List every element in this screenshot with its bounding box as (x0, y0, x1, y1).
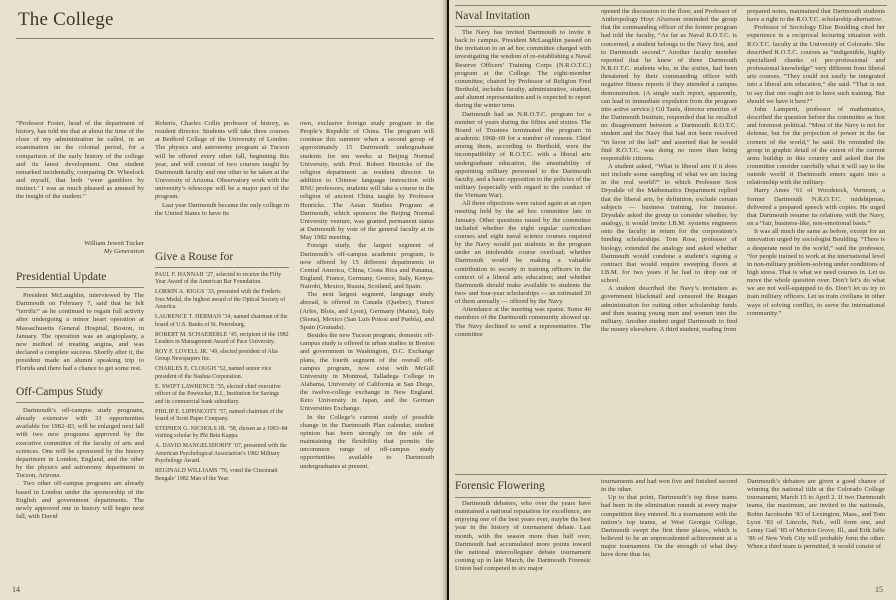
presidential-body: President McLaughlin, interviewed by The Dartmouth on February 7, said that he felt “terrific” as he continued to regain full activity after undergoing a minor heart operation at Massachusetts General Hospital, Boston, in January. The operation was an angioplasty, a new method of treating angina, and was declared a complete success. Shortly after it, the president made an alumni speaking trip to Florida and there had a chance to get some rest. (16, 292, 144, 373)
offcampus-continued: Roberts, Charles Collis professor of history, as resident director. Students will take three courses at Bedford College of the University of London. The physics and astronomy program at Tucson will be offered every other fall, beginning this year, and will consist of two courses taught by Dartmouth faculty and one other to be taken at the University of Arizona. Observatory work with the university’s telescope will be a major part of the program. Last year Dartmouth became the only college in the United States to have its (155, 120, 289, 217)
list-item: CHARLES E. CLOUGH ’52, named senior vice president of the Nashua Corporation. (155, 366, 272, 380)
list-item: LORRIN A. RIGGS ’33, presented with the Frederic Ives Medal, the highest award of the Optical Society of America. (155, 289, 286, 311)
list-item: A. DAVID MANGELSDORFF ’67, presented with the American Psychological Association’s 1982 Military Psychology Award. (155, 443, 287, 465)
naval-heading: Naval Invitation (455, 10, 531, 22)
forensic-top-rule (455, 474, 887, 475)
naval-col2: opened the discussion to the floor, and Professor of Anthropology Hoyt Alverson reminded the group that the commanding officer of the former program had told the faculty, “As far as Naval R.O.T.C. is concerned, a student belongs to the Navy first, and to Dartmouth second.” Another faculty member reported that he knew of three Dartmouth N.R.O.T.C. students who, in the sixties, had been threatened by their commanding officer with negative fitness reports if they attended a campus demonstration. (A single such report, apparently, can lead to immediate expulsion from the program into active service.) Gil Tanis, director emeritus of the Dartmouth Institute, responded that he recalled no disagreement between a Dartmouth R.O.T.C. student and the Navy that had not been resolved “in favor of the lad” and asserted that he would find R.O.T.C. was doing no more than being responsible citizens. A student asked, “What is liberal arts if it does not include some sampling of what we are facing in the real world?” to which Professor Scot Drysdale of the Mathematics Department replied that the liberal arts, by definition, exclude certain subjects — business training, for instance. Drysdale asked the group to consider whether, by analogy, it would invite I.B.M. systems engineers onto the faculty in return for the corporation’s funding scholarships. Tom Ross, professor of biology, extended the analogy and asked whether Dartmouth would condone a student’s signing a contract that would require sweeping floors at I.B.M. for two years if he had to drop out of school. A student described the Navy’s invitation as government blackmail and censured the Reagan administration for cutting other scholarship funds and then teasing young men and women into the military. Another student urged Dartmouth to find the money elsewhere. A third student, reading from (601, 8, 737, 334)
top-rule (455, 5, 887, 6)
naval-rule (455, 26, 591, 27)
list-item: STEPHEN G. NICHOLS JR. ’58, chosen as a 1983–84 visiting scholar by Phi Beta Kappa. (155, 426, 288, 440)
list-item: REGINALD WILLIAMS ’76, voted the Cincinnati Bengals’ 1982 Man of the Year. (155, 468, 278, 482)
forensic-col3: Dartmouth’s debaters are given a good chance of winning the national title at the Colorado College tournament, March 15 to April 2. If two Dartmouth teams, the maximum, are invited to the nationals, Robin Jacobsohn ’83 of Lexington, Mass., and Tom Lyon ’83 of Lincoln, Neb., will form one, and Lenny Gail ’85 of Morton Grove, Ill., and Erik Jaffe ’86 of New York City will probably form the other. When a third team is permitted, it would consist of (747, 478, 885, 551)
title-rule (16, 38, 434, 39)
rouse-rule (155, 267, 289, 268)
quote-text: “Professor Foster, head of the department of history, has told me that at about the time of the close of my administration he called, in an examination on the colonial period, for a comparison of the early history of the college and its latest development. One student remarked incidentally, comparing Dr. Wheelock and myself, that both ‘were gamblers by instinct.’ I was as much pleased as amused by the insight of the student.” (16, 120, 144, 201)
list-item: ROY F. LOVELL JR. ’49, elected president of Alta Group Newspapers Inc. (155, 349, 278, 363)
list-item: E. SWIFT LAWRENCE ’55, elected chief executive officer of the Pawtucket, R.I., Institution for Savings and its commercial bank subsidiary. (155, 383, 281, 405)
quote-author: William Jewett Tucker (84, 240, 144, 247)
naval-col3: prepared notes, maintained that Dartmouth students have a right to the R.O.T.C. scholarship alternative. Professor of Sociology Elise Boulding cited her experience in a reciprocal lecturing situation with R.O.T.C. faculty at the University of Colorado. She described R.O.T.C. courses as “indigestible, highly specialized chunks of pre-professional and professional knowledge” very different from liberal arts courses. “They could not easily be integrated into a liberal arts education,” she said. “That is not to say that one ought not to have such training. But should we have it here?” John Lamperti, professor of mathematics, described the question before the committee as first and foremost political. “Most of the Navy is not for defense, but for the projection of power in the far corners of the world,” he said. He reminded the group in graphic detail of the extent of the current arms buildup in this country and asked that the committee consider carefully what it will say to the outside world if Dartmouth enters again into a relationship with the military. Harry Ames ’61 of Woodstock, Vermont, a former Dartmouth N.R.O.T.C. midshipman, delivered a prepared speech with copies. He urged that Dartmouth resume its relations with the Navy, on a “fair, business-like, non-emotional basis.” It was all much the same as before, except for an innovation urged by sociologist Boulding. “There is a desperate need in the world,” said the professor, “for people trained to work at the international level in non-military problem-solving under conditions of high stress. That is what we need courses in. Let us move the whole question over. Don’t let’s do what we are not well-equipped to do. Don’t let us try to train military officers. Let us train civilians in other ways of solving conflict, to serve the international community.” (747, 8, 885, 317)
quote-source: My Generation (103, 248, 144, 256)
quote-block (16, 120, 144, 202)
forensic-col2: tournaments and had won five and finished second in the other. Up to that point, Dartmouth’s top three teams had been in the elimination rounds at every major competition they entered. In a tournament with the nation’s top teams, at West Georgia College, Dartmouth swept the first three places, which is believed to be an unprecedented achievement at a major tournament. On the strength of what they have done thus far, (601, 478, 737, 559)
forensic-col1: Dartmouth debaters, who over the years have maintained a national reputation for excellence, are enjoying one of the best years ever, maybe the best year in the history of tournament debate. Last month, with the season more than half over, Dartmouth had accumulated more points toward the national intercollegiate debate tournament coming up in late March, the Dartmouth Forensic Union had competed in six major (455, 500, 591, 573)
list-item: PAUL F. HANNAH ’27, selected to receive the Fifty Year Award of the American Bar Foundation. (155, 272, 282, 286)
list-item: PHILIP E. LIPPINCOTT ’57, named chairman of the board of Scott Paper Company. (155, 408, 284, 423)
presidential-heading: Presidential Update (16, 271, 107, 283)
section-title: The College (18, 9, 114, 30)
right-page (449, 0, 896, 600)
forensic-rule (455, 497, 591, 498)
offcampus-heading: Off-Campus Study (16, 386, 103, 398)
offcampus-rule (16, 402, 144, 403)
quote-attribution (16, 240, 144, 256)
page-number-right: 15 (875, 585, 883, 594)
rouse-heading: Give a Rouse for (155, 251, 234, 263)
left-page (0, 0, 447, 600)
naval-col1: The Navy has invited Dartmouth to invite it back to campus. President McLaughlin passed on the invitation to an ad hoc committee charged with investigating the wisdom of re-establishing a Naval Reserve Officers’ Training Corps (N.R.O.T.C.) program at the College. The eight-member committee, chaired by Professor of Religion Fred Berthold, includes faculty, administrative, student, and alumni representation and is expected to report during the winter term. Dartmouth had an N.R.O.T.C. program for a number of years during the fifties and sixties. The Board of Trustees terminated the program in academic 1968–69 for a number of reasons. Chief among them, according to Berthold, were the incompatibility of R.O.T.C. with a liberal arts undergraduate education, the unsuitability of appointing military personnel to the Dartmouth faculty, and a basic opposition to the policies of the military (especially with regard to the conduct of the Vietnam War). All three objections were raised again at an open meeting held by the ad hoc committee late in January. Other questions raised by the committee included whether the eight regular curriculum courses and eight naval science courses required by the Navy would put students in the program under an intolerable course overload; whether Dartmouth would be making a valuable contribution to society in training officers in the context of a liberal arts education; and whether Dartmouth should make available to students the two- and four-year scholarships — an estimated 20 of them annually — offered by the Navy. Attendance at the meeting was sparse. Some 40 members of the Dartmouth community showed up. The Navy declined to send a representative. The committee (455, 29, 591, 338)
offcampus-body: Dartmouth’s off-campus study programs, already extensive with 33 opportunities available for 1982–83, will be enlarged next fall with two new programs approved by the executive committee of the faculty of arts and sciences. One will be sponsored by the history department in London, England, and the other by the physics and astronomy department in Tucson, Arizona. Two other off-campus programs are already based in London under the sponsorship of the English and government departments. The newly approved one in history will begin next fall, with David (16, 407, 144, 521)
column-three: own, exclusive foreign study program in the People’s Republic of China. The program will continue this summer when a second group of approximately 15 Dartmouth undergraduate students for ten weeks at Beijing Normal University, with Prof. Robert Henricks of the religion department as resident director. In addition to Chinese language instruction with BNU professors, students will take a course in the religion of ancient China taught by Professor Henricks. The Asian Studies Program at Dartmouth, which sponsors the Beijing Normal University venture, was granted permanent status at Dartmouth by vote of the general faculty at its May 1982 meeting. Foreign study, the largest segment of Dartmouth’s off-campus academic program, is now offered by 15 different departments in Central America, China, Costa Rica and Panama, England, France, Germany, Greece, Italy, Kenya-Nairobi, Mexico, Russia, Scotland, and Spain. The next largest segment, language study abroad, is offered in Canada (Quebec), France (Arles, Blois, and Lyon), Germany (Mainz), Italy (Siena), Mexico (San Luis Potosi and Puebla), and Spain (Granada). Besides the new Tucson program, domestic off-campus study is offered in urban studies in Boston and government in Washington, D.C. Exchange plans, the fourth segment of the overall off-campus program, now exist with McGill University in Montreal, Talladega College in Alabama, University of California at San Diego, the twelve-college exchange in New England, Keio University in Japan, and the German Universities Exchange. In the College’s current study of possible change in the Dartmouth Plan calendar, student opinion has been strongly on the side of maintaining the flexibility that permits the uncommon range of off-campus study opportunities available to Dartmouth undergraduates at present. (300, 120, 434, 470)
list-item: ROBERT M. SCHAEBERLE ’45, recipient of the 1982 Leaders in Management Award of Pace University. (155, 331, 289, 346)
list-item: LAURENCE T. HERMAN ’34, named chairman of the board of U.S. Banks of St. Petersburg. (155, 314, 288, 328)
forensic-heading: Forensic Flowering (455, 480, 545, 492)
presidential-rule (16, 287, 144, 288)
page-number-left: 14 (12, 585, 20, 594)
rouse-list (155, 272, 289, 486)
